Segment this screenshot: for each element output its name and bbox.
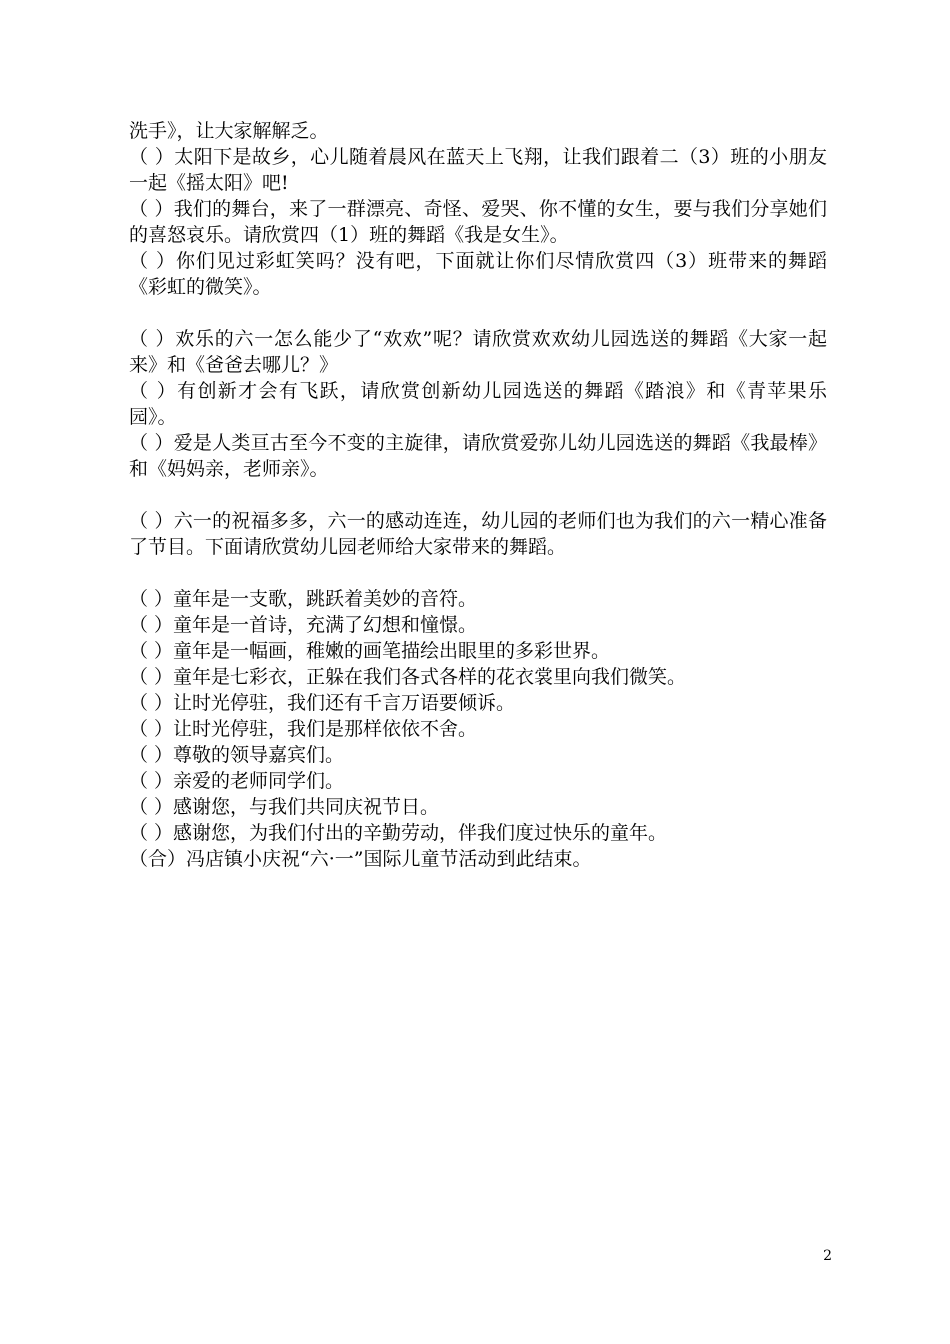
paragraph: （ ）欢乐的六一怎么能少了“欢欢”呢？请欣赏欢欢幼儿园选送的舞蹈《大家一起来》和《爸爸去哪儿？》 bbox=[129, 328, 827, 376]
paragraph: （ ）亲爱的老师同学们。 bbox=[129, 770, 345, 792]
paragraph: （ ）尊敬的领导嘉宾们。 bbox=[129, 744, 345, 766]
blank-line bbox=[129, 300, 827, 326]
blank-line bbox=[129, 482, 827, 508]
paragraph: （ ）你们见过彩虹笑吗？没有吧，下面就让你们尽情欣赏四（3）班带来的舞蹈《彩虹的微笑》。 bbox=[129, 250, 827, 298]
paragraph: （ ）六一的祝福多多，六一的感动连连，幼儿园的老师们也为我们的六一精心准备了节目。下面请欣赏幼儿园老师给大家带来的舞蹈。 bbox=[129, 510, 827, 558]
paragraph: 洗手》，让大家解解乏。 bbox=[129, 120, 329, 142]
paragraph: （ ）太阳下是故乡，心儿随着晨风在蓝天上飞翔，让我们跟着二（3）班的小朋友一起《摇太阳》吧! bbox=[129, 146, 827, 194]
paragraph: （ ）童年是一首诗，充满了幻想和憧憬。 bbox=[129, 614, 478, 636]
blank-line bbox=[129, 560, 827, 586]
paragraph: （ ）童年是一支歌，跳跃着美妙的音符。 bbox=[129, 588, 478, 610]
paragraph: （ ）爱是人类亘古至今不变的主旋律，请欣赏爱弥儿幼儿园选送的舞蹈《我最棒》和《妈妈亲，老师亲》。 bbox=[129, 432, 827, 480]
paragraph: （ ）童年是一幅画，稚嫩的画笔描绘出眼里的多彩世界。 bbox=[129, 640, 611, 662]
paragraph: （ ）让时光停驻，我们是那样依依不舍。 bbox=[129, 718, 478, 740]
paragraph: （ ）童年是七彩衣，正躲在我们各式各样的花衣裳里向我们微笑。 bbox=[129, 666, 687, 688]
paragraph: （合）冯店镇小庆祝“六·一”国际儿童节活动到此结束。 bbox=[129, 848, 592, 870]
document-body bbox=[129, 118, 827, 872]
page-number: 2 bbox=[823, 1248, 832, 1264]
paragraph: （ ）有创新才会有飞跃，请欣赏创新幼儿园选送的舞蹈《踏浪》和《青苹果乐园》。 bbox=[129, 380, 827, 428]
paragraph: （ ）感谢您，与我们共同庆祝节日。 bbox=[129, 796, 440, 818]
paragraph: （ ）感谢您，为我们付出的辛勤劳动，伴我们度过快乐的童年。 bbox=[129, 822, 668, 844]
paragraph: （ ）让时光停驻，我们还有千言万语要倾诉。 bbox=[129, 692, 516, 714]
paragraph: （ ）我们的舞台，来了一群漂亮、奇怪、爱哭、你不懂的女生，要与我们分享她们的喜怒哀乐。请欣赏四（1）班的舞蹈《我是女生》。 bbox=[129, 198, 827, 246]
